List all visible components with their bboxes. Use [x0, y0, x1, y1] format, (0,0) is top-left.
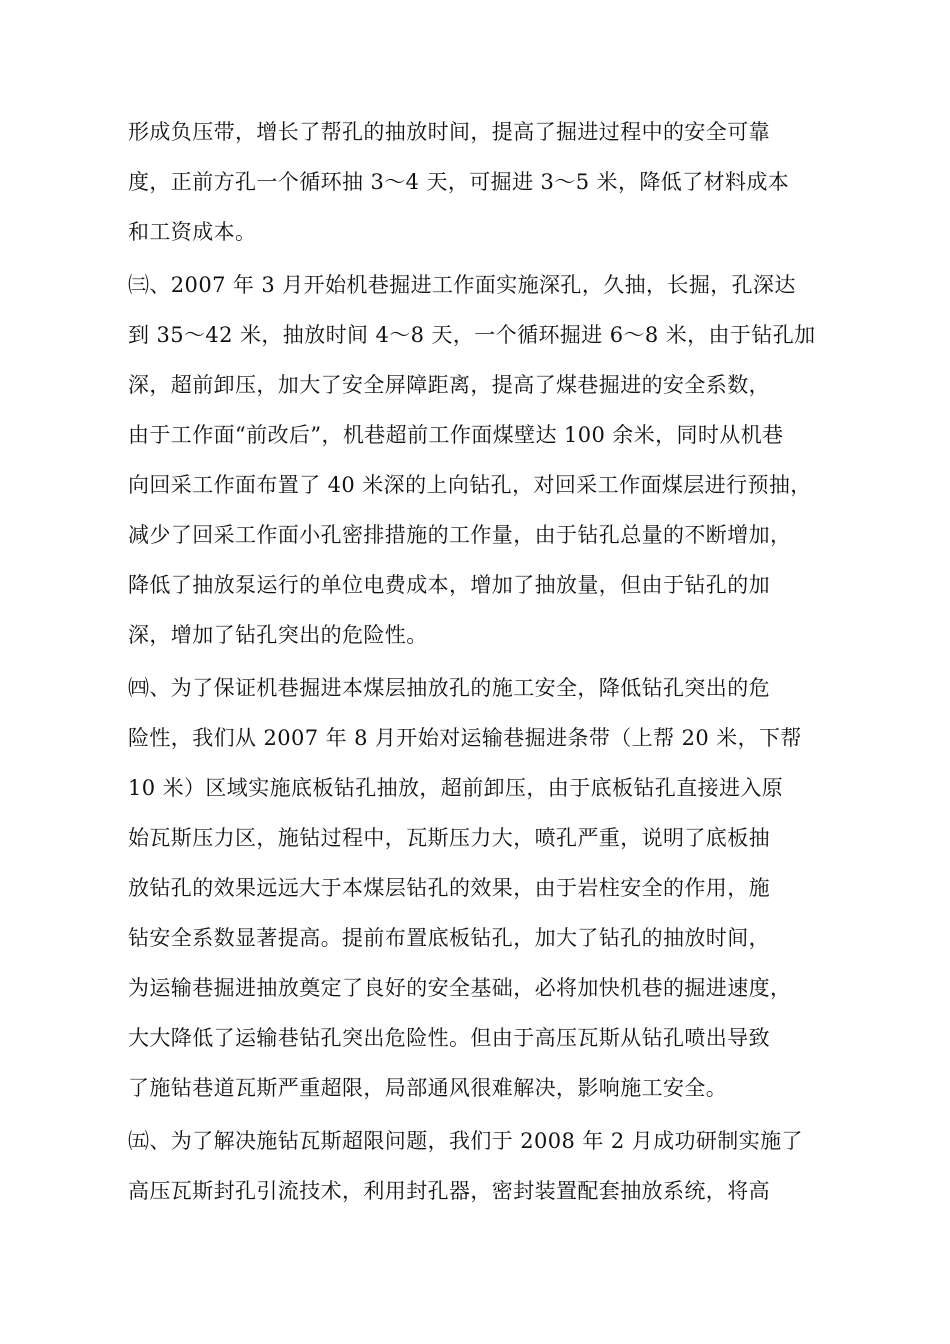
text-line: 放钻孔的效果远远大于本煤层钻孔的效果，由于岩柱安全的作用，施: [128, 876, 770, 900]
text-line: 始瓦斯压力区，施钻过程中，瓦斯压力大，喷孔严重，说明了底板抽: [128, 826, 770, 850]
text-line: 到 35～42 米，抽放时间 4～8 天，一个循环掘进 6～8 米，由于钻孔加: [128, 323, 816, 347]
text-line: 深，超前卸压，加大了安全屏障距离，提高了煤巷掘进的安全系数，: [128, 373, 770, 397]
text-line: 降低了抽放泵运行的单位电费成本，增加了抽放量，但由于钻孔的加: [128, 573, 770, 597]
text-line: 为运输巷掘进抽放奠定了良好的安全基础，必将加快机巷的掘进速度，: [128, 976, 792, 1000]
text-line: ㈣、为了保证机巷掘进本煤层抽放孔的施工安全，降低钻孔突出的危: [128, 676, 770, 700]
text-line: 高压瓦斯封孔引流技术，利用封孔器，密封装置配套抽放系统，将高: [128, 1179, 770, 1203]
text-line: 和工资成本。: [128, 220, 257, 244]
text-line: 钻安全系数显著提高。提前布置底板钻孔，加大了钻孔的抽放时间，: [128, 926, 770, 950]
text-line: 由于工作面“前改后”，机巷超前工作面煤壁达 100 余米，同时从机巷: [128, 423, 784, 447]
text-line: 险性，我们从 2007 年 8 月开始对运输巷掘进条带（上帮 20 米，下帮: [128, 726, 802, 750]
text-line: 了施钻巷道瓦斯严重超限，局部通风很难解决，影响施工安全。: [128, 1076, 728, 1100]
text-line: 度，正前方孔一个循环抽 3～4 天，可掘进 3～5 米，降低了材料成本: [128, 170, 790, 194]
text-line: 向回采工作面布置了 40 米深的上向钻孔，对回采工作面煤层进行预抽，: [128, 473, 812, 497]
text-line: 10 米）区域实施底板钻孔抽放，超前卸压，由于底板钻孔直接进入原: [128, 776, 784, 800]
text-line: 形成负压带，增长了帮孔的抽放时间，提高了掘进过程中的安全可靠: [128, 120, 770, 144]
text-line: 深，增加了钻孔突出的危险性。: [128, 623, 428, 647]
text-line: ㈢、2007 年 3 月开始机巷掘进工作面实施深孔，久抽，长掘，孔深达: [128, 273, 796, 297]
text-line: 减少了回采工作面小孔密排措施的工作量，由于钻孔总量的不断增加，: [128, 523, 792, 547]
text-line: ㈤、为了解决施钻瓦斯超限问题，我们于 2008 年 2 月成功研制实施了: [128, 1129, 803, 1153]
text-line: 大大降低了运输巷钻孔突出危险性。但由于高压瓦斯从钻孔喷出导致: [128, 1026, 770, 1050]
